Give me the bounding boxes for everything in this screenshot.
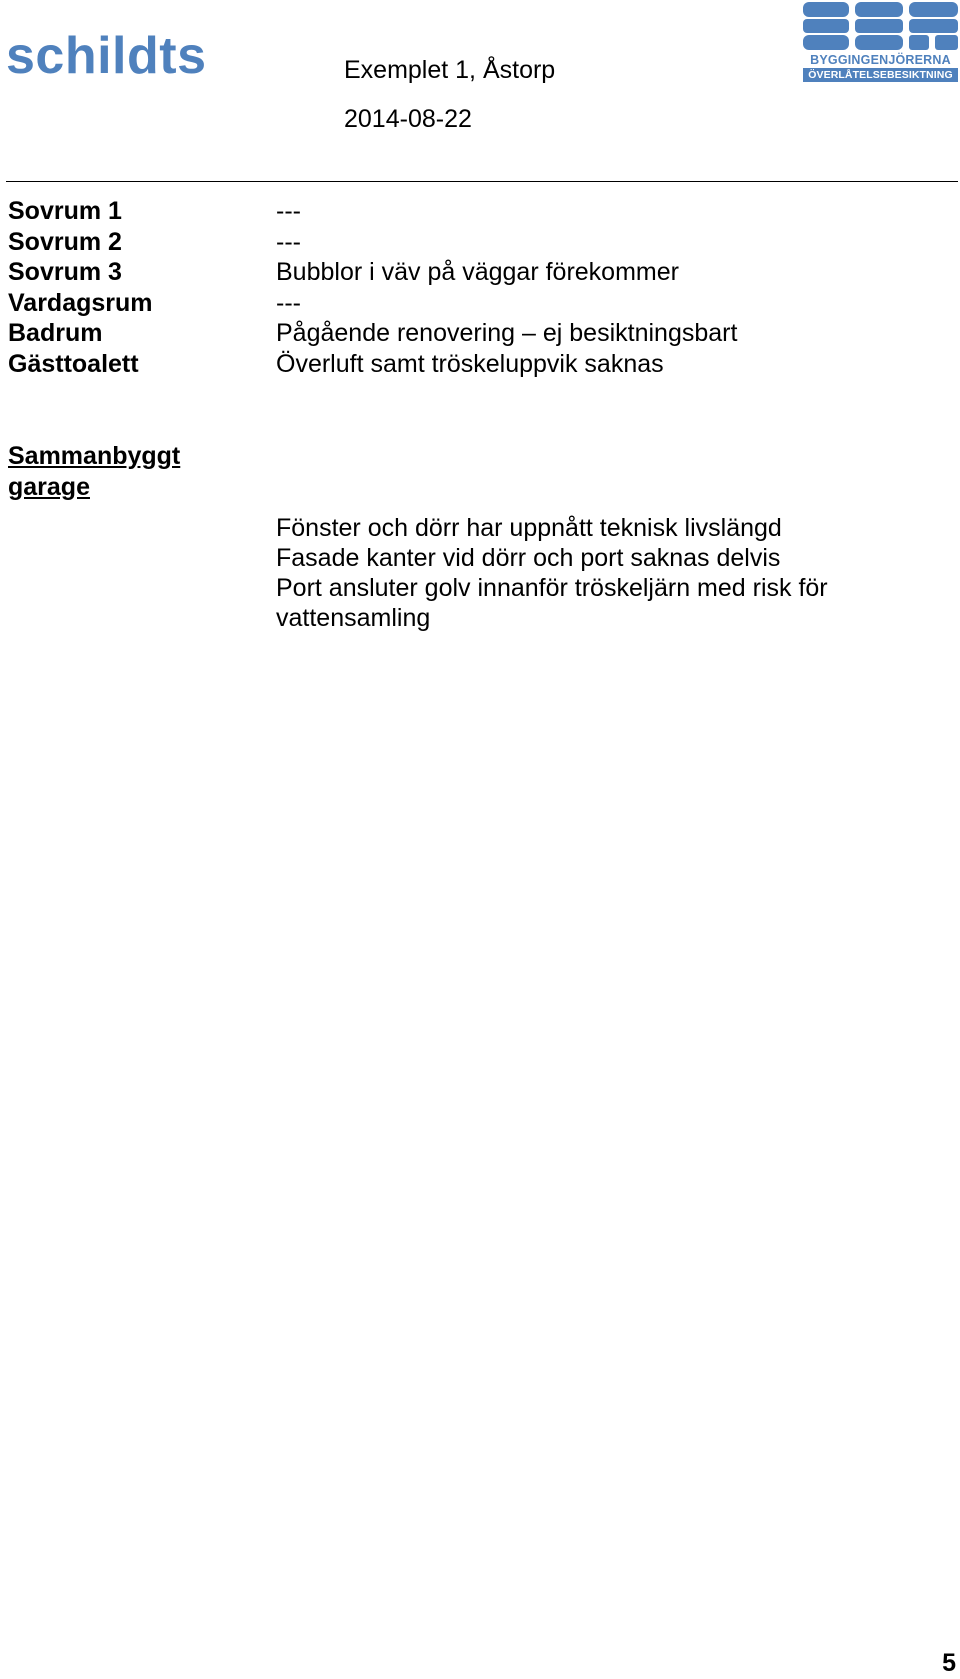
garage-heading: [8, 441, 228, 502]
garage-note: Fasade kanter vid dörr och port saknas delvis: [276, 544, 781, 572]
room-note: Pågående renovering – ej besiktningsbart: [276, 319, 738, 347]
room-name: Sovrum 3: [8, 258, 122, 286]
room-note: Överluft samt tröskeluppvik saknas: [276, 349, 664, 378]
room-list: [8, 196, 958, 379]
header-divider: [6, 181, 958, 182]
garage-note: Port ansluter golv innanför tröskeljärn med risk för vattensamling: [276, 574, 828, 632]
garage-heading-line: Sammanbyggt: [8, 442, 181, 470]
room-name: Sovrum 2: [8, 227, 122, 256]
room-name: Sovrum 1: [8, 197, 122, 225]
room-note: Bubblor i väv på väggar förekommer: [276, 258, 679, 286]
page-number: 5: [942, 1649, 956, 1677]
room-row: [8, 318, 958, 349]
sbr-logo: [803, 2, 958, 84]
room-row: [8, 196, 958, 227]
room-name: Badrum: [8, 319, 103, 347]
room-row: [8, 288, 958, 319]
sbr-logo-mark: [803, 2, 958, 52]
room-row: [8, 257, 958, 288]
room-name: Gästtoalett: [8, 349, 139, 378]
garage-heading-line: garage: [8, 472, 90, 501]
room-row: [8, 227, 958, 258]
room-note: ---: [276, 227, 301, 256]
garage-note: Fönster och dörr har uppnått teknisk livslängd: [276, 514, 782, 542]
room-note: ---: [276, 288, 301, 317]
room-note: ---: [276, 197, 301, 225]
room-row: [8, 349, 958, 380]
garage-notes: [276, 513, 896, 633]
brand-logo-text: schildts: [6, 27, 207, 85]
logo-tagline: BYGGINGENJÖRERNA: [810, 53, 951, 67]
room-name: Vardagsrum: [8, 288, 153, 317]
report-date: 2014-08-22: [344, 105, 472, 133]
logo-subtitle-band: ÖVERLÅTELSEBESIKTNING: [803, 68, 958, 82]
report-title: Exemplet 1, Åstorp: [344, 56, 556, 84]
